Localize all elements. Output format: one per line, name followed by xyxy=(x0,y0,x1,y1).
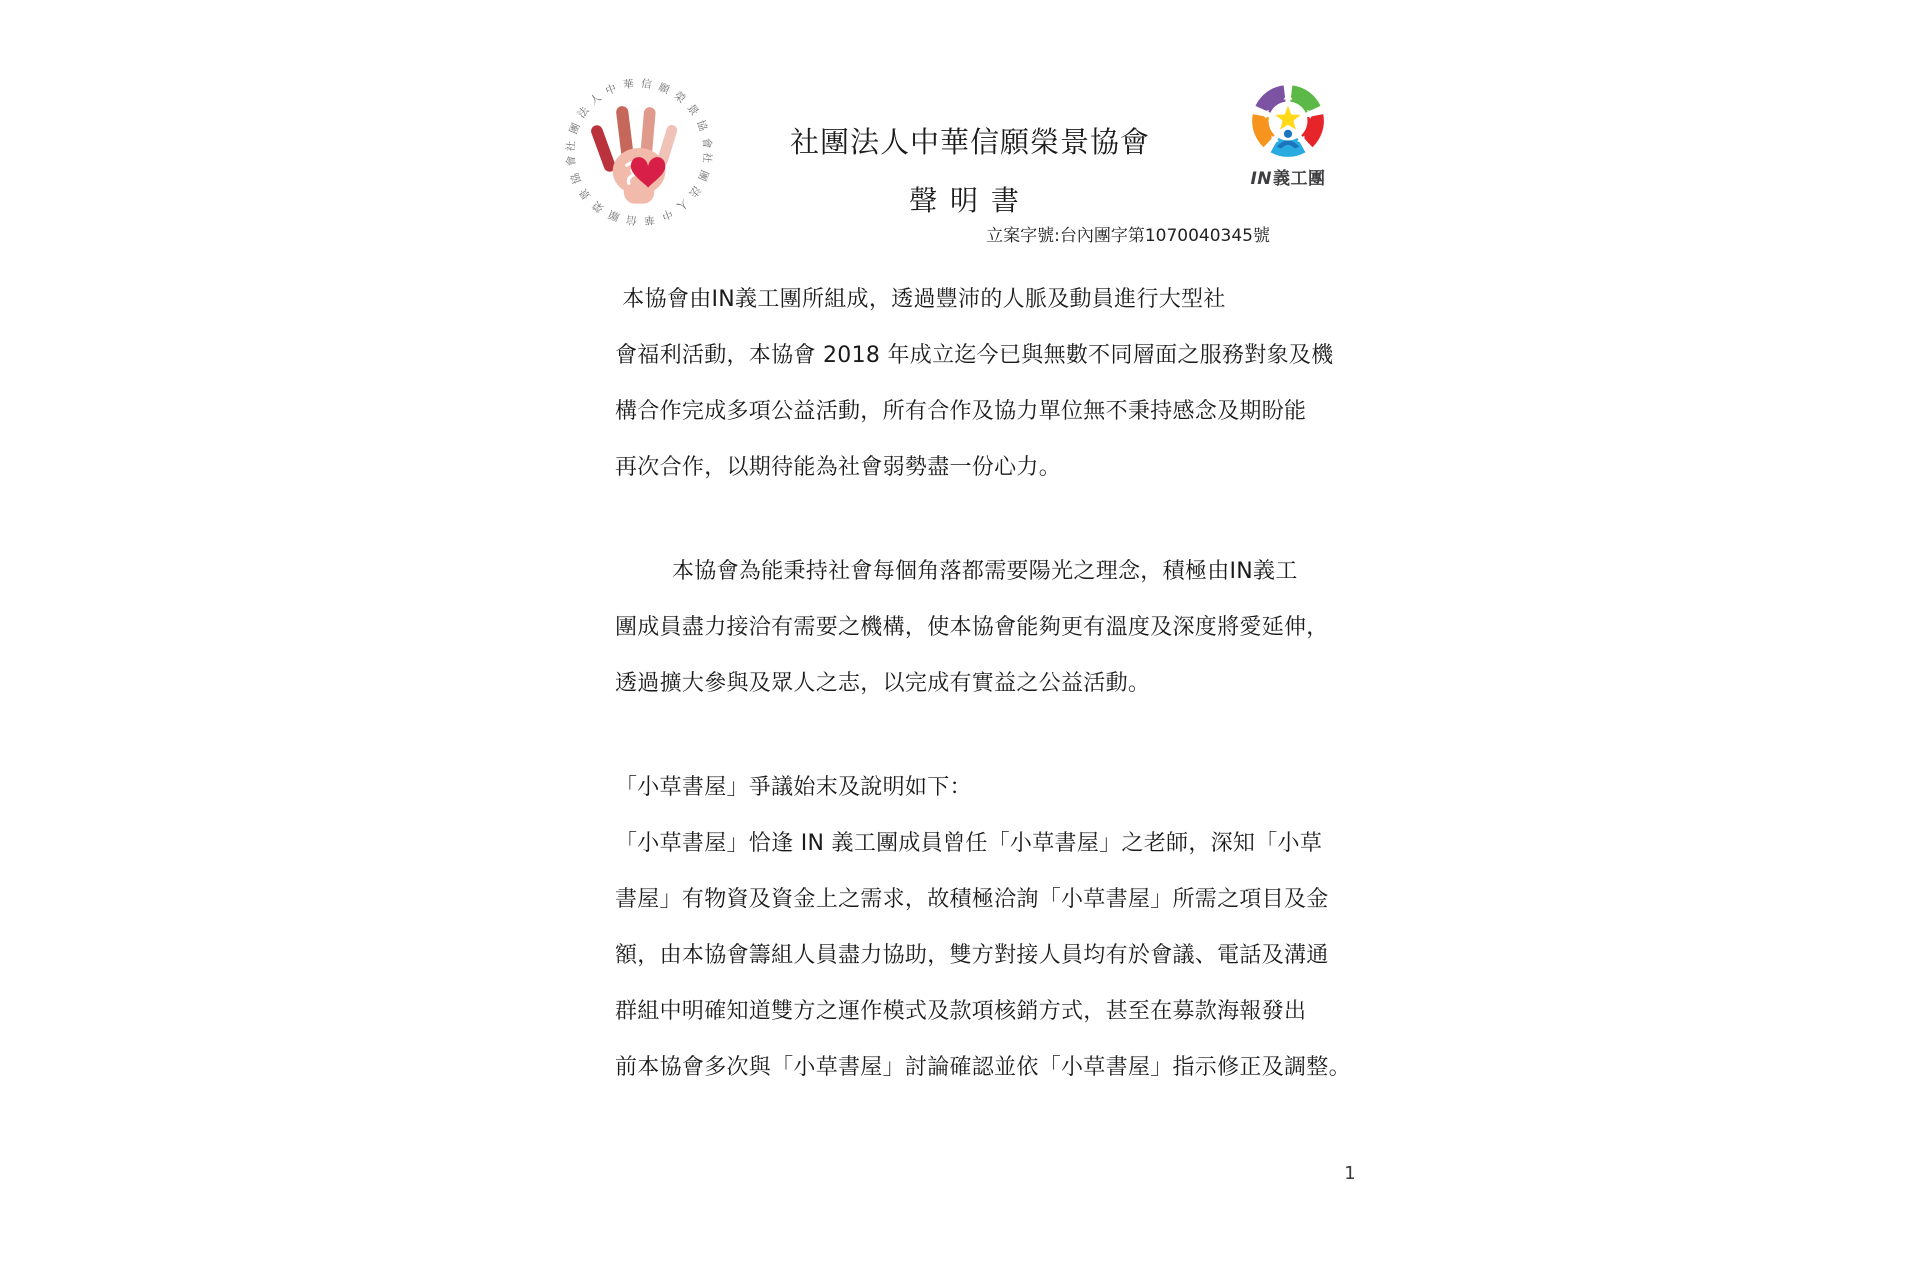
org-name-title: 社團法人中華信願榮景協會 xyxy=(789,125,1150,159)
document-body xyxy=(615,272,1375,1096)
in-volunteer-logo-icon xyxy=(1247,80,1329,162)
paragraph-line: 「小草書屋」恰逢 IN 義工團成員曾任「小草書屋」之老師，深知「小草 xyxy=(615,831,1323,856)
logo-ring-text-bottom: 社團法人中華信願榮景協會 xyxy=(563,148,715,228)
in-logo-label xyxy=(1243,164,1333,189)
page-number: 1 xyxy=(1344,1163,1356,1184)
star-icon xyxy=(1275,106,1300,130)
paragraph-line: 再次合作，以期待能為社會弱勢盡一份心力。 xyxy=(615,455,1062,480)
paragraph-3 xyxy=(615,760,1375,1096)
paragraph-line: 構合作完成多項公益活動，所有合作及協力單位無不秉持感念及期盼能 xyxy=(615,399,1307,424)
paragraph-1 xyxy=(615,272,1375,496)
paragraph-line: 本協會由IN義工團所組成，透過豐沛的人脈及動員進行大型社 xyxy=(615,287,1226,312)
paragraph-line: 會福利活動，本協會 2018 年成立迄今已與無數不同層面之服務對象及機 xyxy=(615,343,1334,368)
in-logo-label-rest: 義工團 xyxy=(1273,169,1326,189)
paragraph-line: 透過擴大參與及眾人之志，以完成有實益之公益活動。 xyxy=(615,671,1151,696)
paragraph-line: 團成員盡力接洽有需要之機構，使本協會能夠更有溫度及深度將愛延伸， xyxy=(615,615,1329,640)
paragraph-line: 本協會為能秉持社會每個角落都需要陽光之理念，積極由IN義工 xyxy=(672,559,1298,584)
logo-ring-text-top: 社團法人中華信願榮景協會 xyxy=(563,76,715,156)
paragraph-line: 群組中明確知道雙方之運作模式及款項核銷方式，甚至在募款海報發出 xyxy=(615,999,1307,1024)
in-volunteer-logo xyxy=(1243,80,1333,189)
paragraph-line: 書屋」有物資及資金上之需求，故積極洽詢「小草書屋」所需之項目及金 xyxy=(615,887,1329,912)
paragraph-line: 額，由本協會籌組人員盡力協助，雙方對接人員均有於會議、電話及溝通 xyxy=(615,943,1329,968)
paragraph-2 xyxy=(615,544,1375,712)
in-logo-label-in: IN xyxy=(1250,169,1273,189)
paragraph-line: 「小草書屋」爭議始末及說明如下： xyxy=(615,775,972,800)
registration-number: 立案字號:台內團字第1070040345號 xyxy=(986,226,1270,246)
paragraph-line: 前本協會多次與「小草書屋」討論確認並依「小草書屋」指示修正及調整。 xyxy=(615,1055,1351,1080)
doc-title: 聲 明 書 xyxy=(909,184,1021,217)
